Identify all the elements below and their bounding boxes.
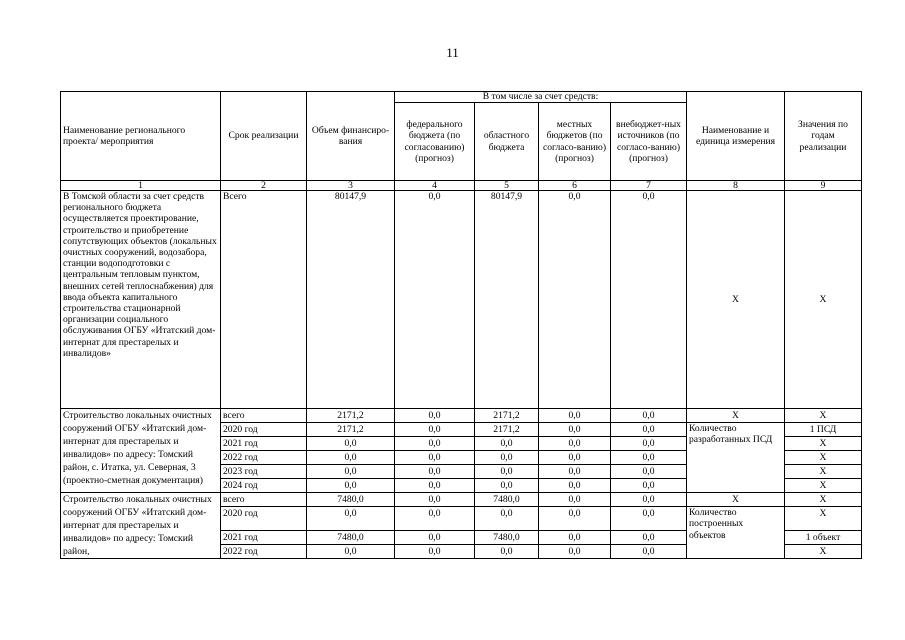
row-unit-label: Количество разработанных ПСД — [687, 423, 785, 493]
header-federal: федерального бюджета (по согласованию) (прогноз) — [395, 103, 475, 181]
row-local: 0,0 — [539, 191, 611, 409]
row-volume: 7480,0 — [307, 493, 395, 507]
row-name: Строительство локальных очистных сооружений ОГБУ «Итатский дом-интернат для престарелых и инвалидов» по адресу: Томский район, — [61, 493, 221, 559]
row-extra: 0,0 — [611, 191, 687, 409]
col-number: 3 — [307, 181, 395, 191]
col-number: 4 — [395, 181, 475, 191]
row-volume: 0,0 — [307, 545, 395, 559]
row-local: 0,0 — [539, 409, 611, 423]
row-regional: 7480,0 — [475, 531, 539, 545]
col-number: 5 — [475, 181, 539, 191]
row-name: Строительство локальных очистных сооружений ОГБУ «Итатский дом-интернат для престарелых и инвалидов» по адресу: Томский район, с. Итатка, ул. Северная, 3 (проектно-сметная документация) — [61, 409, 221, 493]
row-volume: 0,0 — [307, 437, 395, 451]
row-regional: 0,0 — [475, 465, 539, 479]
row-local: 0,0 — [539, 437, 611, 451]
row-local: 0,0 — [539, 545, 611, 559]
row-volume: 2171,2 — [307, 409, 395, 423]
row-extra: 0,0 — [611, 409, 687, 423]
row-federal: 0,0 — [395, 545, 475, 559]
row-volume: 80147,9 — [307, 191, 395, 409]
row-value: Х — [785, 451, 862, 465]
row-extra: 0,0 — [611, 531, 687, 545]
row-regional: 0,0 — [475, 451, 539, 465]
row-extra: 0,0 — [611, 493, 687, 507]
row-local: 0,0 — [539, 507, 611, 531]
row-local: 0,0 — [539, 531, 611, 545]
row-local: 0,0 — [539, 465, 611, 479]
row-value: Х — [785, 507, 862, 531]
row-term: 2022 год — [221, 451, 307, 465]
row-unit: Х — [687, 493, 785, 507]
header-regional: областного бюджета — [475, 103, 539, 181]
row-regional: 2171,2 — [475, 423, 539, 437]
table-row — [61, 409, 862, 423]
col-number: 7 — [611, 181, 687, 191]
row-volume: 0,0 — [307, 465, 395, 479]
row-federal: 0,0 — [395, 451, 475, 465]
row-name: В Томской области за счет средств регионального бюджета осуществляется проектирование, строительство и приобретение сопутствующих объектов (локальных очистных сооружений, водозабора, станции водоподготовки с центральным тепловым пунктом, внешних сетей теплоснабжения) для ввода объекта капитального строительства стационарной организации социального обслуживания ОГБУ «Итатский дом-интернат для престарелых и инвалидов» — [61, 191, 221, 409]
row-term: 2022 год — [221, 545, 307, 559]
row-value: Х — [785, 437, 862, 451]
header-local: местных бюджетов (по согласо-ванию) (прогноз) — [539, 103, 611, 181]
row-term: 2020 год — [221, 423, 307, 437]
header-name: Наименование регионального проекта/ мероприятия — [61, 92, 221, 181]
row-local: 0,0 — [539, 493, 611, 507]
row-extra: 0,0 — [611, 465, 687, 479]
row-federal: 0,0 — [395, 465, 475, 479]
row-federal: 0,0 — [395, 493, 475, 507]
row-extra: 0,0 — [611, 437, 687, 451]
header-volume: Объем финансиро-вания — [307, 92, 395, 181]
row-volume: 0,0 — [307, 451, 395, 465]
header-group: В том числе за счет средств: — [395, 92, 687, 103]
row-unit: Х — [687, 191, 785, 409]
row-value: Х — [785, 545, 862, 559]
row-term: всего — [221, 409, 307, 423]
row-regional: 2171,2 — [475, 409, 539, 423]
header-unit: Наименование и единица измерения — [687, 92, 785, 181]
row-value: 1 ПСД — [785, 423, 862, 437]
row-value: Х — [785, 465, 862, 479]
row-local: 0,0 — [539, 423, 611, 437]
row-regional: 0,0 — [475, 437, 539, 451]
row-term: 2021 год — [221, 437, 307, 451]
row-term: 2021 год — [221, 531, 307, 545]
financing-table — [60, 91, 862, 559]
row-extra: 0,0 — [611, 479, 687, 493]
row-value: Х — [785, 409, 862, 423]
header-extra: внебюджет-ных источников (по согласо-ванию) (прогноз) — [611, 103, 687, 181]
row-regional: 7480,0 — [475, 493, 539, 507]
row-term: 2023 год — [221, 465, 307, 479]
row-federal: 0,0 — [395, 191, 475, 409]
row-federal: 0,0 — [395, 409, 475, 423]
row-extra: 0,0 — [611, 545, 687, 559]
row-value: Х — [785, 493, 862, 507]
row-extra: 0,0 — [611, 507, 687, 531]
header-values: Значения по годам реализации — [785, 92, 862, 181]
row-federal: 0,0 — [395, 507, 475, 531]
page-number: 11 — [446, 45, 459, 60]
row-volume: 0,0 — [307, 479, 395, 493]
header-term: Срок реализации — [221, 92, 307, 181]
row-unit: Х — [687, 409, 785, 423]
row-federal: 0,0 — [395, 423, 475, 437]
col-number: 1 — [61, 181, 221, 191]
row-volume: 0,0 — [307, 507, 395, 531]
row-value: Х — [785, 191, 862, 409]
col-number: 6 — [539, 181, 611, 191]
row-regional: 80147,9 — [475, 191, 539, 409]
row-term: 2020 год — [221, 507, 307, 531]
col-number: 2 — [221, 181, 307, 191]
row-extra: 0,0 — [611, 423, 687, 437]
row-regional: 0,0 — [475, 479, 539, 493]
col-number: 8 — [687, 181, 785, 191]
row-volume: 2171,2 — [307, 423, 395, 437]
row-extra: 0,0 — [611, 451, 687, 465]
row-value: Х — [785, 479, 862, 493]
row-term: Всего — [221, 191, 307, 409]
table-row — [61, 191, 862, 409]
row-federal: 0,0 — [395, 479, 475, 493]
row-volume: 7480,0 — [307, 531, 395, 545]
row-regional: 0,0 — [475, 507, 539, 531]
row-term: всего — [221, 493, 307, 507]
row-federal: 0,0 — [395, 531, 475, 545]
row-term: 2024 год — [221, 479, 307, 493]
table-row — [61, 493, 862, 507]
row-local: 0,0 — [539, 479, 611, 493]
row-regional: 0,0 — [475, 545, 539, 559]
row-local: 0,0 — [539, 451, 611, 465]
row-federal: 0,0 — [395, 437, 475, 451]
row-value: 1 объект — [785, 531, 862, 545]
row-unit-label: Количество построенных объектов — [687, 507, 785, 559]
col-number: 9 — [785, 181, 862, 191]
